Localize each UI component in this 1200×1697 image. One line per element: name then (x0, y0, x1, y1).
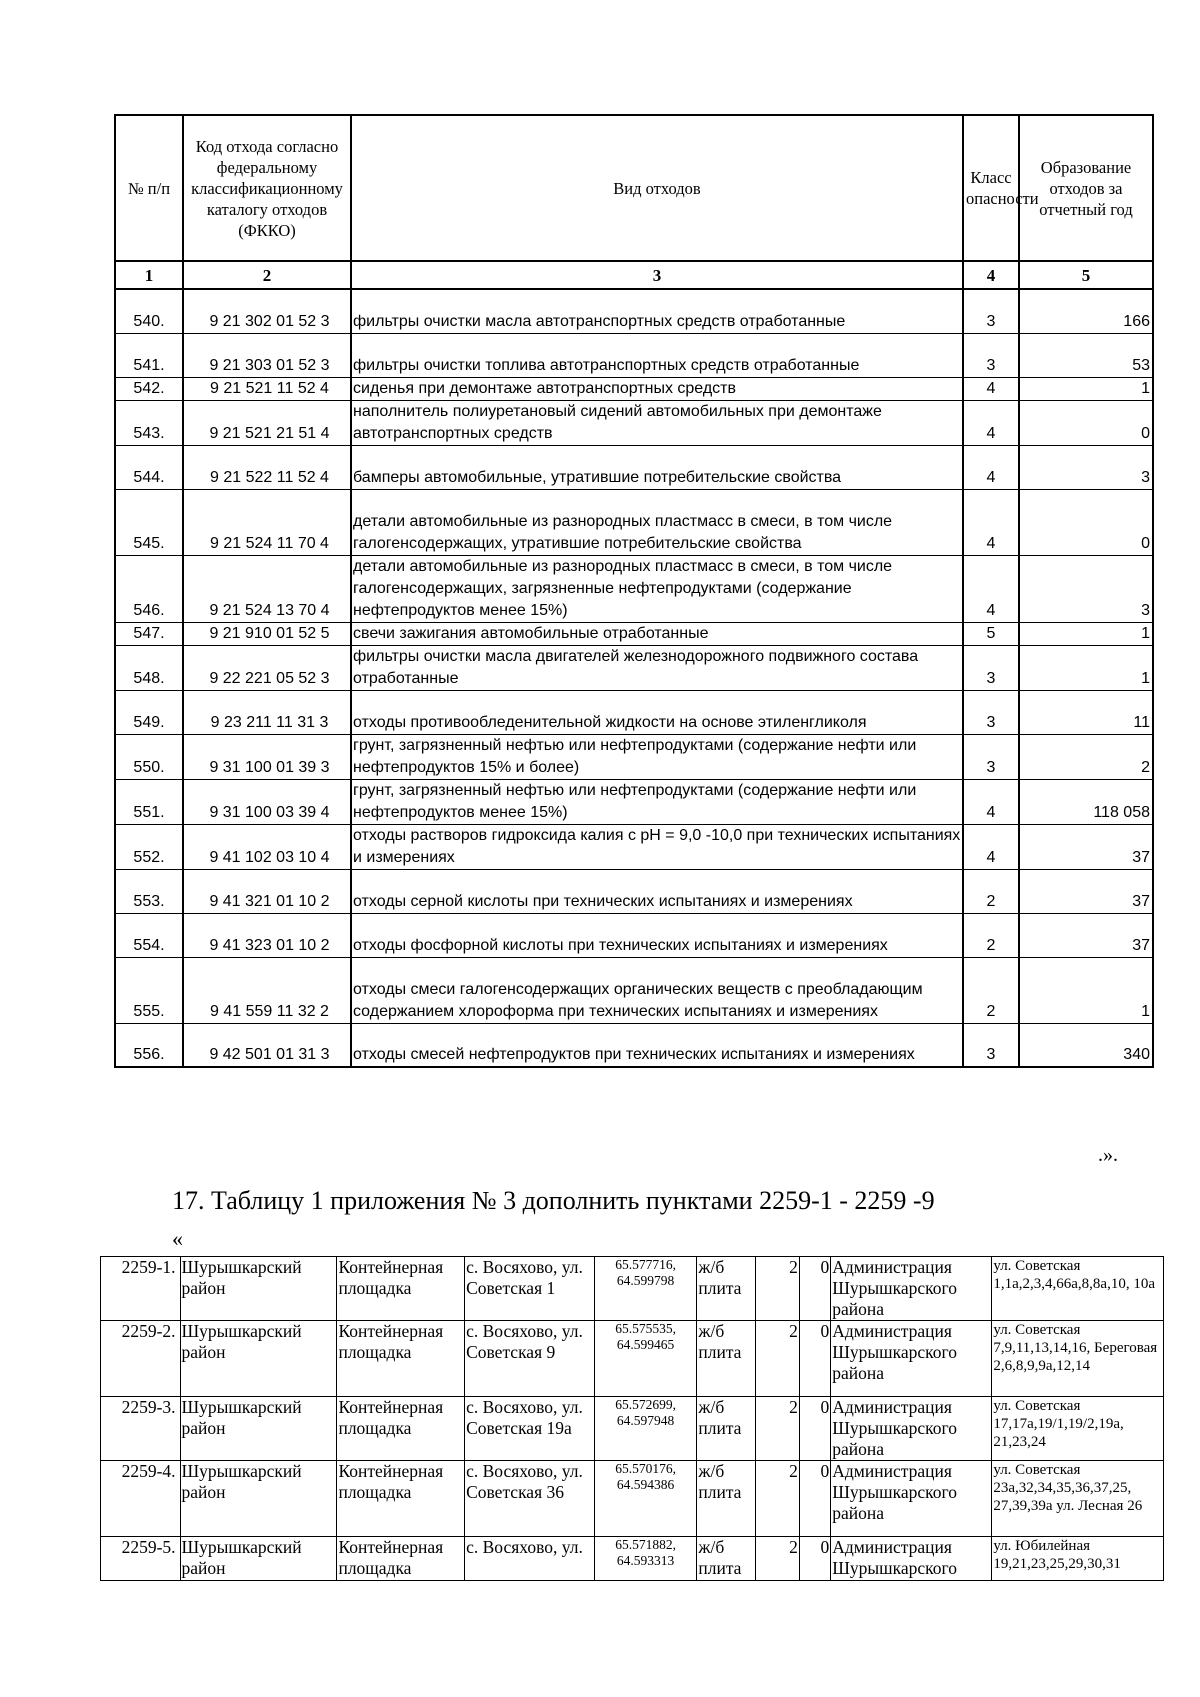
container-volume: 0 (799, 1257, 830, 1321)
waste-amount: 3 (1019, 445, 1153, 489)
container-count: 2 (755, 1321, 799, 1397)
site-coordinates: 65.577716, 64.599798 (594, 1257, 697, 1321)
hazard-class: 3 (963, 645, 1019, 690)
waste-amount: 37 (1019, 869, 1153, 913)
site-owner: Администрация Шурышкарского района (831, 1397, 992, 1461)
row-number: 546. (115, 555, 183, 622)
row-number: 542. (115, 377, 183, 400)
waste-row (115, 869, 1153, 913)
waste-name: наполнитель полиуретановый сидений автомобильных при демонтаже автотранспортных средств (351, 400, 963, 445)
site-type: Контейнерная площадка (337, 1537, 465, 1581)
site-address: с. Восяхово, ул. Советская 19а (465, 1397, 595, 1461)
waste-amount: 0 (1019, 489, 1153, 555)
header-hazard: Класс опасности (963, 115, 1019, 261)
waste-name: фильтры очистки масла двигателей железнодорожного подвижного состава отработанные (351, 645, 963, 690)
container-site-row (101, 1397, 1164, 1461)
site-type: Контейнерная площадка (337, 1257, 465, 1321)
container-volume: 0 (799, 1321, 830, 1397)
waste-code: 9 41 102 03 10 4 (183, 824, 351, 869)
row-number: 541. (115, 333, 183, 377)
waste-name: бамперы автомобильные, утратившие потребительские свойства (351, 445, 963, 489)
waste-row (115, 333, 1153, 377)
row-number: 550. (115, 734, 183, 779)
row-number: 543. (115, 400, 183, 445)
row-number: 556. (115, 1023, 183, 1067)
waste-name: отходы фосфорной кислоты при технических испытаниях и измерениях (351, 913, 963, 957)
hazard-class: 2 (963, 913, 1019, 957)
site-type: Контейнерная площадка (337, 1321, 465, 1397)
site-owner: Администрация Шурышкарского района (831, 1321, 992, 1397)
row-number: 544. (115, 445, 183, 489)
row-number: 553. (115, 869, 183, 913)
container-count: 2 (755, 1537, 799, 1581)
row-number: 554. (115, 913, 183, 957)
waste-name: грунт, загрязненный нефтью или нефтепродуктами (содержание нефти или нефтепродуктов менее 15%) (351, 779, 963, 824)
column-number: 4 (963, 261, 1019, 289)
hazard-class: 4 (963, 377, 1019, 400)
site-address: с. Восяхово, ул. Советская 9 (465, 1321, 595, 1397)
waste-code: 9 31 100 01 39 3 (183, 734, 351, 779)
waste-code: 9 23 211 11 31 3 (183, 690, 351, 734)
row-number: 547. (115, 622, 183, 645)
waste-row (115, 734, 1153, 779)
hazard-class: 2 (963, 957, 1019, 1023)
header-amount: Образование отходов за отчетный год (1019, 115, 1153, 261)
site-owner: Администрация Шурышкарского района (831, 1257, 992, 1321)
site-coordinates: 65.575535, 64.599465 (594, 1321, 697, 1397)
waste-row (115, 690, 1153, 734)
hazard-class: 3 (963, 333, 1019, 377)
waste-row (115, 913, 1153, 957)
district: Шурышкарский район (180, 1537, 337, 1581)
waste-name: сиденья при демонтаже автотранспортных средств (351, 377, 963, 400)
waste-row (115, 779, 1153, 824)
waste-code: 9 42 501 01 31 3 (183, 1023, 351, 1067)
row-number: 540. (115, 289, 183, 333)
waste-amount: 166 (1019, 289, 1153, 333)
site-number: 2259-3. (101, 1397, 181, 1461)
waste-row (115, 377, 1153, 400)
container-count: 2 (755, 1257, 799, 1321)
container-volume: 0 (799, 1461, 830, 1537)
hazard-class: 2 (963, 869, 1019, 913)
served-addresses: ул. Советская 7,9,11,13,14,16, Береговая 2,6,8,9,9а,12,14 (992, 1321, 1164, 1397)
row-number: 548. (115, 645, 183, 690)
container-sites-table (100, 1256, 1164, 1581)
container-count: 2 (755, 1397, 799, 1461)
hazard-class: 4 (963, 779, 1019, 824)
district: Шурышкарский район (180, 1321, 337, 1397)
waste-code: 9 22 221 05 52 3 (183, 645, 351, 690)
waste-name: детали автомобильные из разнородных пластмасс в смеси, в том числе галогенсодержащих, загрязненные нефтепродуктами (содержание нефтепродуктов менее 15%) (351, 555, 963, 622)
waste-row (115, 1023, 1153, 1067)
waste-code: 9 21 302 01 52 3 (183, 289, 351, 333)
site-address: с. Восяхово, ул. Советская 1 (465, 1257, 595, 1321)
site-surface: ж/б плита (697, 1257, 756, 1321)
district: Шурышкарский район (180, 1461, 337, 1537)
header-code: Код отхода согласно федеральному классификационному каталогу отходов (ФККО) (183, 115, 351, 261)
header-num: № п/п (115, 115, 183, 261)
waste-row (115, 489, 1153, 555)
waste-code: 9 21 524 13 70 4 (183, 555, 351, 622)
waste-name: детали автомобильные из разнородных пластмасс в смеси, в том числе галогенсодержащих, утратившие потребительские свойства (351, 489, 963, 555)
served-addresses: ул. Советская 17,17а,19/1,19/2,19а, 21,23,24 (992, 1397, 1164, 1461)
hazard-class: 4 (963, 400, 1019, 445)
hazard-class: 4 (963, 555, 1019, 622)
site-address: с. Восяхово, ул. Советская 36 (465, 1461, 595, 1537)
container-site-row (101, 1537, 1164, 1581)
waste-code: 9 21 303 01 52 3 (183, 333, 351, 377)
waste-row (115, 289, 1153, 333)
row-number: 552. (115, 824, 183, 869)
waste-code: 9 41 321 01 10 2 (183, 869, 351, 913)
hazard-class: 4 (963, 824, 1019, 869)
site-number: 2259-2. (101, 1321, 181, 1397)
waste-code: 9 21 910 01 52 5 (183, 622, 351, 645)
waste-name: отходы серной кислоты при технических испытаниях и измерениях (351, 869, 963, 913)
site-surface: ж/б плита (697, 1537, 756, 1581)
waste-amount: 1 (1019, 957, 1153, 1023)
waste-amount: 0 (1019, 400, 1153, 445)
waste-row (115, 957, 1153, 1023)
waste-amount: 53 (1019, 333, 1153, 377)
column-number: 3 (351, 261, 963, 289)
waste-name: отходы противообледенительной жидкости на основе этиленгликоля (351, 690, 963, 734)
container-count: 2 (755, 1461, 799, 1537)
served-addresses: ул. Советская 23а,32,34,35,36,37,25, 27,39,39а ул. Лесная 26 (992, 1461, 1164, 1537)
site-owner: Администрация Шурышкарского района (831, 1461, 992, 1537)
served-addresses: ул. Юбилейная 19,21,23,25,29,30,31 (992, 1537, 1164, 1581)
opening-quote: « (172, 1226, 183, 1251)
site-owner: Администрация Шурышкарского (831, 1537, 992, 1581)
site-coordinates: 65.571882, 64.593313 (594, 1537, 697, 1581)
waste-amount: 340 (1019, 1023, 1153, 1067)
waste-code: 9 41 559 11 32 2 (183, 957, 351, 1023)
waste-row (115, 824, 1153, 869)
row-number: 549. (115, 690, 183, 734)
waste-code: 9 31 100 03 39 4 (183, 779, 351, 824)
site-type: Контейнерная площадка (337, 1397, 465, 1461)
site-address: с. Восяхово, ул. (465, 1537, 595, 1581)
waste-name: отходы смесей нефтепродуктов при технических испытаниях и измерениях (351, 1023, 963, 1067)
waste-amount: 37 (1019, 913, 1153, 957)
container-site-row (101, 1321, 1164, 1397)
served-addresses: ул. Советская 1,1а,2,3,4,66а,8,8а,10, 10а (992, 1257, 1164, 1321)
column-number: 2 (183, 261, 351, 289)
site-number: 2259-4. (101, 1461, 181, 1537)
waste-code: 9 21 521 21 51 4 (183, 400, 351, 445)
waste-table-header (115, 115, 1153, 261)
waste-amount: 11 (1019, 690, 1153, 734)
waste-row (115, 645, 1153, 690)
waste-amount: 3 (1019, 555, 1153, 622)
table-closing-mark: .». (1098, 1144, 1118, 1166)
site-type: Контейнерная площадка (337, 1461, 465, 1537)
hazard-class: 3 (963, 690, 1019, 734)
row-number: 551. (115, 779, 183, 824)
waste-name: фильтры очистки топлива автотранспортных средств отработанные (351, 333, 963, 377)
row-number: 545. (115, 489, 183, 555)
column-numbers-row (115, 261, 1153, 289)
waste-amount: 118 058 (1019, 779, 1153, 824)
site-number: 2259-5. (101, 1537, 181, 1581)
hazard-class: 3 (963, 289, 1019, 333)
hazard-class: 4 (963, 445, 1019, 489)
column-number: 1 (115, 261, 183, 289)
waste-name: отходы растворов гидроксида калия с pH = 9,0 -10,0 при технических испытаниях и измерениях (351, 824, 963, 869)
site-surface: ж/б плита (697, 1461, 756, 1537)
container-site-row (101, 1257, 1164, 1321)
waste-code: 9 21 524 11 70 4 (183, 489, 351, 555)
waste-row (115, 622, 1153, 645)
waste-code: 9 41 323 01 10 2 (183, 913, 351, 957)
district: Шурышкарский район (180, 1397, 337, 1461)
site-surface: ж/б плита (697, 1397, 756, 1461)
waste-table (114, 114, 1154, 1068)
site-coordinates: 65.572699, 64.597948 (594, 1397, 697, 1461)
hazard-class: 3 (963, 1023, 1019, 1067)
amendment-item-17: 17. Таблицу 1 приложения № 3 дополнить пунктами 2259-1 - 2259 -9 (172, 1186, 935, 1215)
site-surface: ж/б плита (697, 1321, 756, 1397)
waste-code: 9 21 522 11 52 4 (183, 445, 351, 489)
hazard-class: 5 (963, 622, 1019, 645)
container-site-row (101, 1461, 1164, 1537)
container-volume: 0 (799, 1537, 830, 1581)
hazard-class: 4 (963, 489, 1019, 555)
waste-name: грунт, загрязненный нефтью или нефтепродуктами (содержание нефти или нефтепродуктов 15% и более) (351, 734, 963, 779)
waste-amount: 1 (1019, 645, 1153, 690)
waste-amount: 2 (1019, 734, 1153, 779)
site-number: 2259-1. (101, 1257, 181, 1321)
waste-name: свечи зажигания автомобильные отработанные (351, 622, 963, 645)
waste-code: 9 21 521 11 52 4 (183, 377, 351, 400)
container-volume: 0 (799, 1397, 830, 1461)
waste-name: отходы смеси галогенсодержащих органических веществ с преобладающим содержанием хлороформа при технических испытаниях и измерениях (351, 957, 963, 1023)
waste-row (115, 555, 1153, 622)
site-coordinates: 65.570176, 64.594386 (594, 1461, 697, 1537)
waste-amount: 37 (1019, 824, 1153, 869)
row-number: 555. (115, 957, 183, 1023)
district: Шурышкарский район (180, 1257, 337, 1321)
header-name: Вид отходов (351, 115, 963, 261)
waste-amount: 1 (1019, 622, 1153, 645)
waste-name: фильтры очистки масла автотранспортных средств отработанные (351, 289, 963, 333)
hazard-class: 3 (963, 734, 1019, 779)
waste-row (115, 445, 1153, 489)
column-number: 5 (1019, 261, 1153, 289)
waste-row (115, 400, 1153, 445)
waste-amount: 1 (1019, 377, 1153, 400)
